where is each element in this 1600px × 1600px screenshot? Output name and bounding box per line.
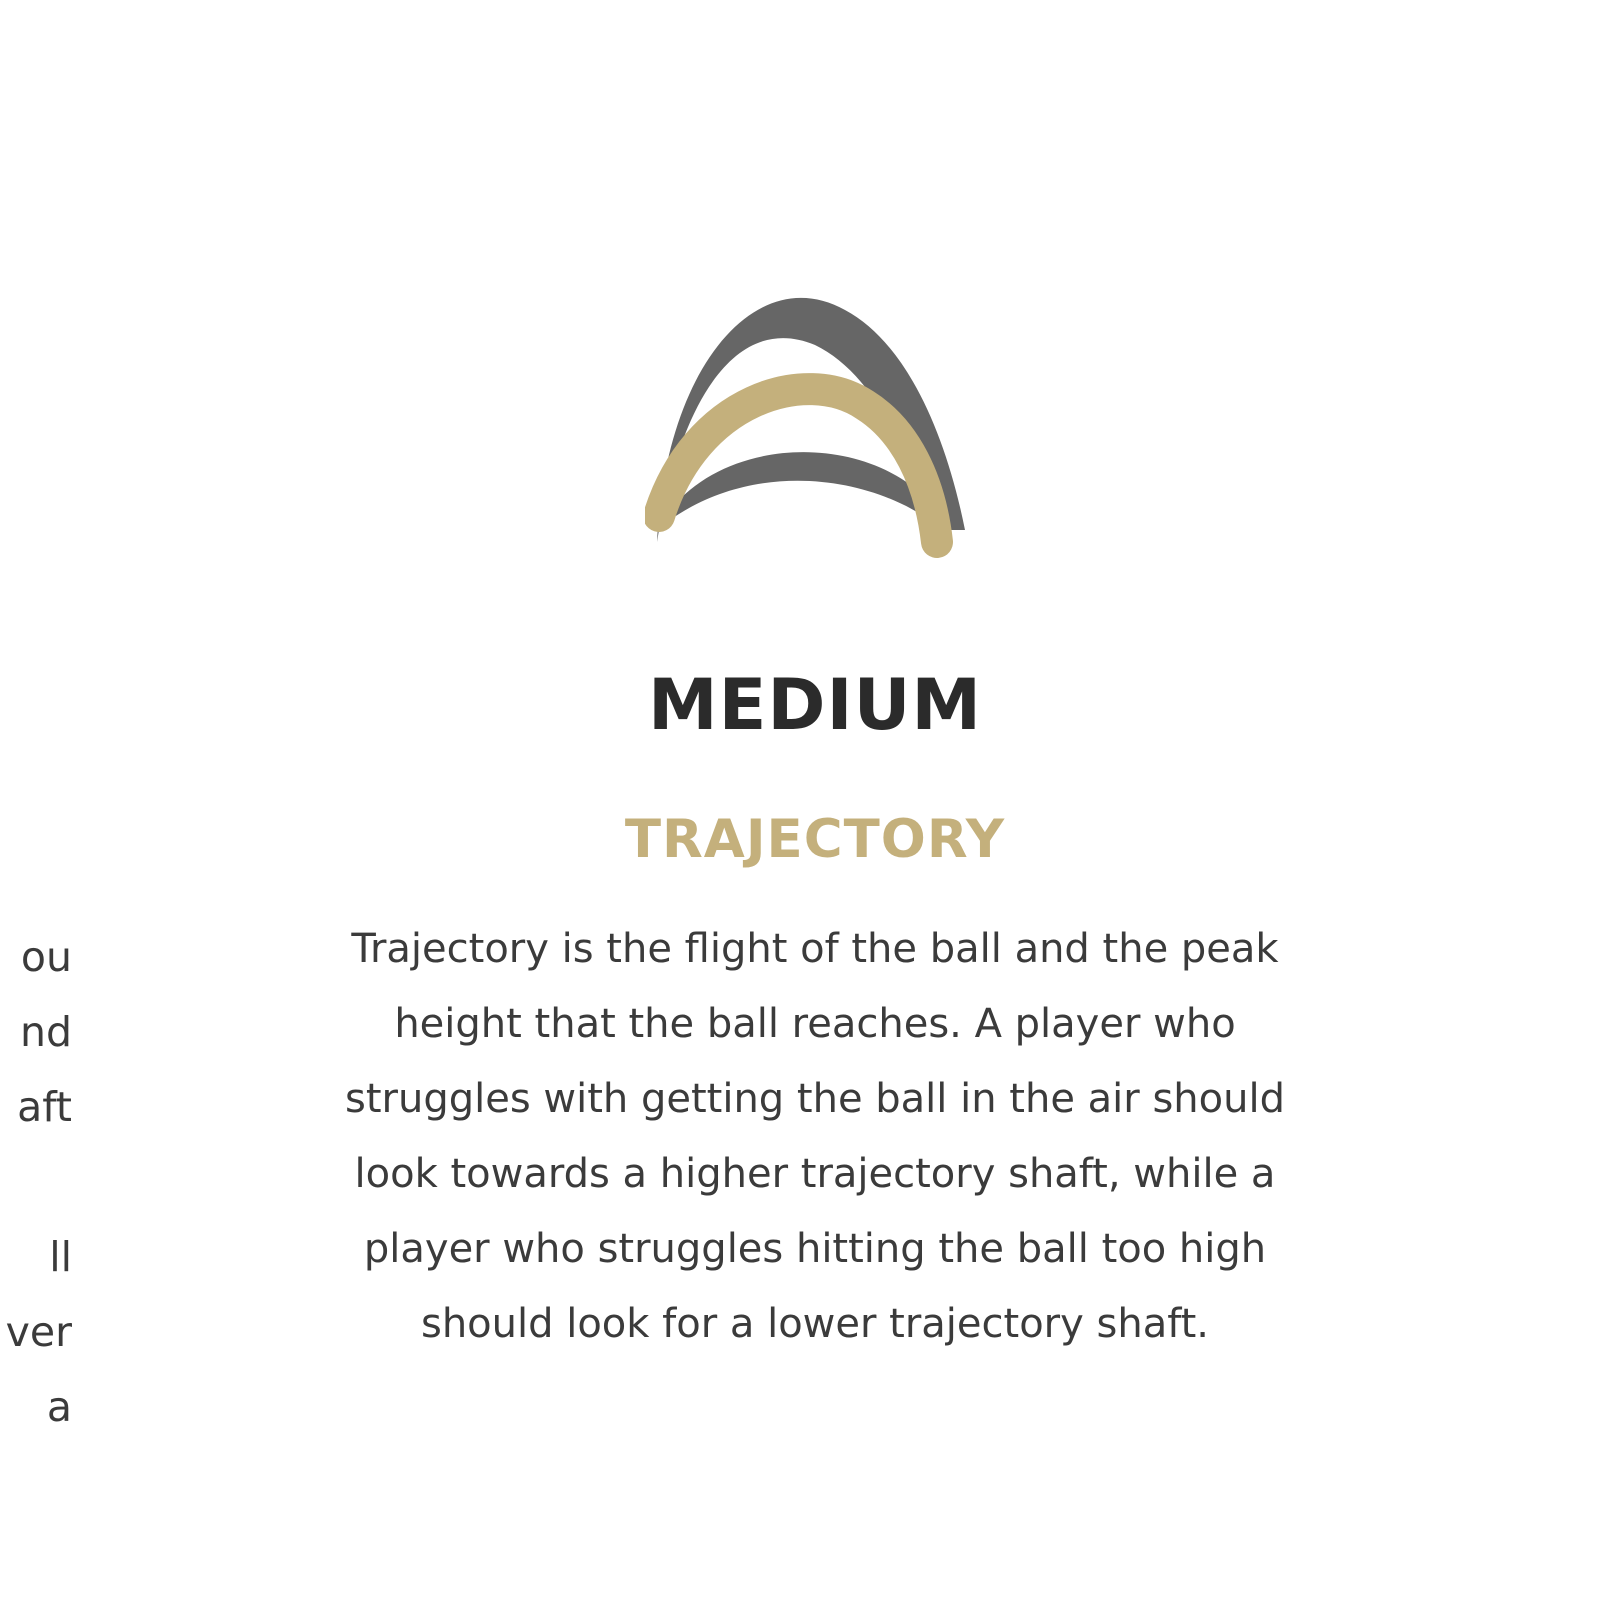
adjacent-card-line: aft xyxy=(17,1083,72,1131)
description-line: player who struggles hitting the ball too high xyxy=(363,1226,1267,1272)
description-line: look towards a higher trajectory shaft, while a xyxy=(354,1151,1276,1197)
description-line: Trajectory is the flight of the ball and the peak xyxy=(351,926,1279,972)
description-line: height that the ball reaches. A player who xyxy=(394,1001,1236,1047)
trajectory-feature-card xyxy=(250,0,1380,1600)
feature-title: MEDIUM xyxy=(647,664,983,746)
adjacent-card-text-clipped xyxy=(0,920,72,1445)
adjacent-card-line: ver xyxy=(5,1308,72,1356)
adjacent-card-line: nd xyxy=(19,1008,72,1056)
feature-subtitle: TRAJECTORY xyxy=(624,809,1006,870)
feature-description xyxy=(250,912,1380,1362)
adjacent-card-line: ll xyxy=(49,1233,72,1281)
description-line: should look for a lower trajectory shaft. xyxy=(420,1301,1209,1347)
adjacent-card-line: ou xyxy=(20,933,72,981)
adjacent-card-line xyxy=(0,1145,72,1220)
adjacent-card-line: a xyxy=(46,1383,72,1431)
description-line: struggles with getting the ball in the air should xyxy=(345,1076,1285,1122)
medium-trajectory-icon xyxy=(645,290,985,590)
